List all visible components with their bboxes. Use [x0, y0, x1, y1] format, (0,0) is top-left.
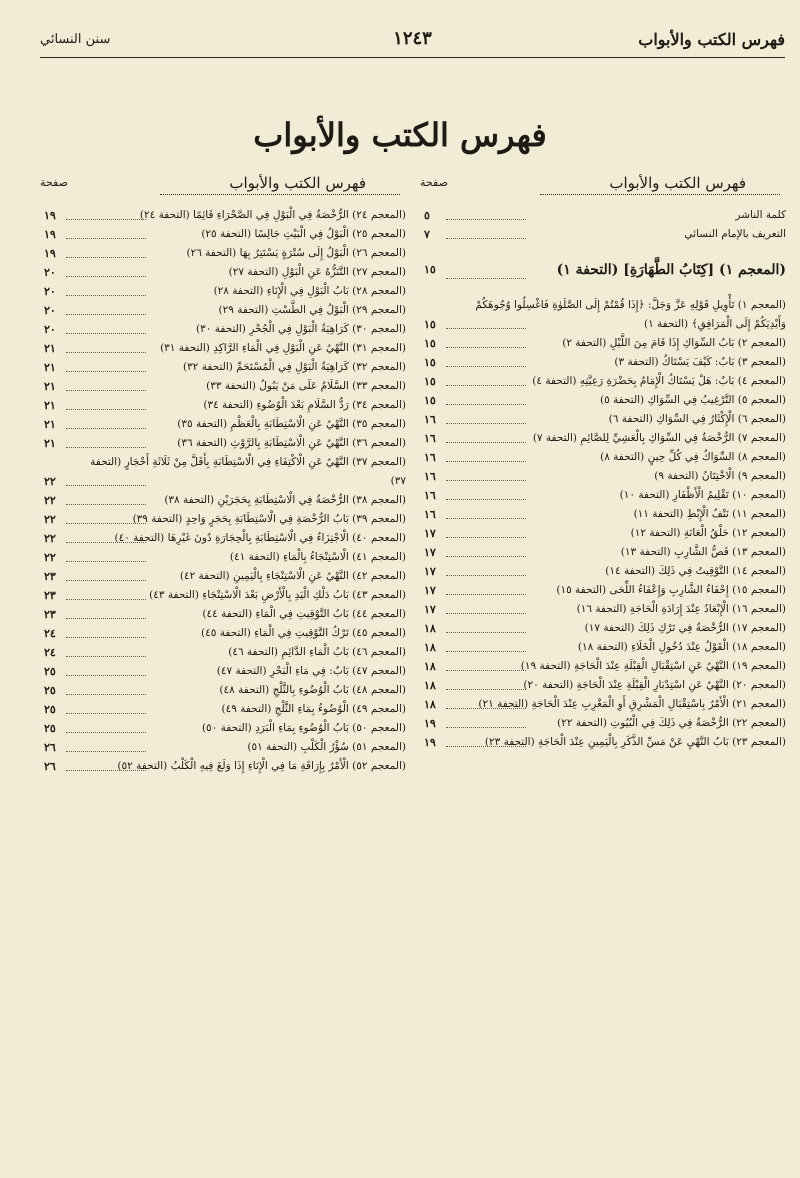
entry-page-number: ١٨ [424, 679, 436, 692]
leader-dots [446, 727, 526, 728]
entry-page-number: ٢٥ [44, 703, 56, 716]
leader-dots [446, 404, 526, 405]
entry-page-number: ١٩ [424, 736, 436, 749]
running-header [40, 26, 785, 58]
chapter-entry [420, 486, 790, 505]
entry-title: (المعجم ٣٤) رَدُّ السَّلَامِ بَعْدَ الْوُضُوءِ (التحفة ٣٤) [203, 399, 406, 411]
entry-title: (المعجم ٢٩) الْبَوْلُ فِي الطَّسْتِ (التحفة ٢٩) [218, 304, 406, 316]
chapter-entry [40, 719, 410, 738]
leader-dots [66, 675, 146, 676]
chapter-entry [420, 391, 790, 410]
entry-title: (المعجم ٣٢) كَرَاهِيَةُ الْبَوْلِ فِي الْمُسْتَحَمِّ (التحفة ٣٢) [183, 361, 406, 373]
chapter-entry [40, 282, 410, 301]
page-title: فهرس الكتب والأبواب [253, 116, 547, 154]
chapter-entry [40, 491, 410, 510]
entry-page-number: ١٨ [424, 698, 436, 711]
leader-dots [446, 366, 526, 367]
leader-dots [446, 537, 526, 538]
chapter-entry [420, 524, 790, 543]
chapter-entry [40, 453, 410, 491]
entry-page-number: ٢٢ [44, 513, 56, 526]
entry-title: (المعجم ٢٢) الرُّخْصَةُ فِي ذَلِكَ فِي الْبُيُوتِ (التحفة ٢٢) [557, 717, 786, 729]
entry-page-number: ٢٦ [44, 741, 56, 754]
leader-dots [66, 314, 146, 315]
leader-dots [66, 276, 146, 277]
chapter-entry [420, 353, 790, 372]
chapter-entry [420, 410, 790, 429]
leader-dots [446, 651, 526, 652]
leader-dots [66, 523, 146, 524]
entry-title: (المعجم ٤٣) بَابُ دَلْكِ الْيَدِ بِالْأَرْضِ بَعْدَ الْاسْتِنْجَاءِ (التحفة ٤٣) [149, 589, 406, 601]
entry-page-number: ١٦ [424, 489, 436, 502]
entry-page-number: ٢١ [44, 437, 56, 450]
page-number: ١٢٤٣ [393, 28, 432, 49]
leader-dots [446, 480, 526, 481]
chapter-entry [40, 415, 410, 434]
entry-title: (المعجم ٣٨) الرُّخْصَةُ فِي الْاسْتِطَابَةِ بِحَجَرَيْنِ (التحفة ٣٨) [164, 494, 406, 506]
entry-title: (المعجم ٣٩) بَابُ الرُّخْصَةِ فِي الْاسْتِطَابَةِ بِحَجَرٍ وَاحِدٍ (التحفة ٣٩) [132, 513, 406, 525]
chapter-entry [40, 586, 410, 605]
leader-dots [446, 238, 526, 239]
entry-page-number: ٢١ [44, 342, 56, 355]
entry-title: (المعجم ٤) بَابٌ: هَلْ يَسْتَاكُ الْإِمَامُ بِحَضْرَةِ رَعِيَّتِهِ (التحفة ٤) [532, 375, 786, 387]
leader-dots [66, 656, 146, 657]
chapter-entry [40, 605, 410, 624]
chapter-entry [420, 581, 790, 600]
chapter-entry [40, 358, 410, 377]
entry-title: (المعجم ٢١) الْأَمْرُ بِاسْتِقْبَالِ الْمَشْرِقِ أَوِ الْمَغْرِبِ عِنْدَ الْحَاجَةِ (التحفة ٢١) [478, 698, 786, 710]
heading-rule [160, 194, 400, 195]
chapter-entry [40, 320, 410, 339]
chapter-entry [40, 662, 410, 681]
entry-page-number: ٢٠ [44, 266, 56, 279]
entry-title: (المعجم ٤٢) النَّهْيُ عَنِ الْاسْتِنْجَاءِ بِالْيَمِينِ (التحفة ٤٢) [179, 570, 406, 582]
entry-page-number: ٢٠ [44, 304, 56, 317]
entry-page-number: ١٨ [424, 660, 436, 673]
chapter-entry [420, 714, 790, 733]
entry-title: (المعجم ٢) بَابُ السِّوَاكِ إِذَا قَامَ مِنَ اللَّيْلِ (التحفة ٢) [562, 337, 786, 349]
chapter-entry [420, 372, 790, 391]
entry-title: (المعجم ١٢) حَلْقُ الْعَانَةِ (التحفة ١٢) [630, 527, 786, 539]
entry-title: (المعجم ٣٧) النَّهْيُ عَنِ الْاكْتِفَاءِ فِي الْاسْتِطَابَةِ بِأَقَلَّ مِنْ ثَلَاثَةِ أَحْجَارٍ (التحفة ٣٧) [90, 456, 406, 487]
leader-dots [66, 599, 146, 600]
leader-dots [446, 575, 526, 576]
entry-page-number: ٢٥ [44, 665, 56, 678]
entry-page-number: ١٥ [424, 394, 436, 407]
entry-title: (المعجم ١٤) التَّوْقِيتُ فِي ذَلِكَ (التحفة ١٤) [605, 565, 786, 577]
entry-title: (المعجم ٢٥) الْبَوْلُ فِي الْبَيْتِ جَالِسًا (التحفة ٢٥) [201, 228, 406, 240]
entry-title: (المعجم ٢٤) الرُّخْصَةُ فِي الْبَوْلِ فِي الصَّحْرَاءِ قَائِمًا (التحفة ٢٤) [139, 209, 406, 221]
column-heading-title: فهرس الكتب والأبواب [609, 174, 746, 192]
leader-dots [446, 278, 526, 279]
chapter-entry [420, 543, 790, 562]
leader-dots [66, 618, 146, 619]
entry-title: (المعجم ١٣) قَصُّ الشَّارِبِ (التحفة ١٣) [620, 546, 786, 558]
entry-title: (المعجم ٢٦) الْبَوْلُ إِلَى سُتْرَةٍ يَسْتَتِرُ بِهَا (التحفة ٢٦) [186, 247, 406, 259]
column-heading-title: فهرس الكتب والأبواب [229, 174, 366, 192]
chapter-entry [40, 738, 410, 757]
entry-title: (المعجم ٤٧) بَابٌ: فِي مَاءِ الْبَحْرِ (التحفة ٤٧) [216, 665, 406, 677]
leader-dots [66, 447, 146, 448]
entry-title: (المعجم ٤٠) الْاجْتِزَاءُ فِي الْاسْتِطَابَةِ بِالْحِجَارَةِ دُونَ غَيْرِهَا (التحفة ٤٠) [114, 532, 406, 544]
entry-title: (المعجم ٣) بَابٌ: كَيْفَ يَسْتَاكُ (التحفة ٣) [614, 356, 786, 368]
leader-dots [446, 499, 526, 500]
entry-title: (المعجم ١) تَأْوِيلِ قَوْلِهِ عَزَّ وَجَلَّ: ﴿إِذَا قُمْتُمْ إِلَى الصَّلَوٰةِ فَاغْسِلُوا وُجُوهَكُمْ وَأَيْدِيَكُمْ إِلَى الْمَرَافِقِ﴾ (التحفة ١) [475, 299, 786, 330]
chapter-entry [40, 548, 410, 567]
leader-dots [66, 352, 146, 353]
entry-page-number: ٢٢ [44, 475, 56, 488]
entry-page-number: ١٥ [424, 337, 436, 350]
leader-dots [66, 561, 146, 562]
chapter-entry [40, 700, 410, 719]
entry-title: (المعجم ٣٠) كَرَاهِيَةُ الْبَوْلِ فِي الْجُحْرِ (التحفة ٣٠) [196, 323, 406, 335]
chapter-entry [420, 695, 790, 714]
entry-page-number: ١٨ [424, 641, 436, 654]
chapter-entry [420, 638, 790, 657]
entry-title: (المعجم ١٩) النَّهْيُ عَنِ اسْتِقْبَالِ الْقِبْلَةِ عِنْدَ الْحَاجَةِ (التحفة ١٩) [520, 660, 786, 672]
header-book-title: سنن النسائي [40, 32, 111, 47]
entry-title: (المعجم ١) [كِتَابُ الطَّهَارَةِ] (التحفة ١) [556, 262, 786, 278]
entry-title: (المعجم ٥١) سُؤْرُ الْكَلْبِ (التحفة ٥١) [247, 741, 406, 753]
chapter-entry [420, 676, 790, 695]
leader-dots [446, 385, 526, 386]
leader-dots [446, 423, 526, 424]
entry-title: (المعجم ٤٦) بَابُ الْمَاءِ الدَّائِمِ (التحفة ٤٦) [228, 646, 406, 658]
entry-page-number: ٢٣ [44, 608, 56, 621]
leader-dots [66, 637, 146, 638]
entry-title: (المعجم ١٥) إِحْفَاءُ الشَّارِبِ وَإِعْفَاءُ اللِّحَى (التحفة ١٥) [556, 584, 786, 596]
entry-page-number: ١٥ [424, 318, 436, 331]
leader-dots [66, 295, 146, 296]
entry-title: التعريف بالإمام النسائي [684, 228, 786, 240]
leader-dots [66, 713, 146, 714]
entry-page-number: ٧ [424, 228, 430, 241]
chapter-entry [40, 301, 410, 320]
column-heading [40, 172, 410, 206]
chapter-entry [420, 657, 790, 676]
chapter-entry [40, 510, 410, 529]
entry-title: (المعجم ١٧) الرُّخْصَةُ فِي تَرْكِ ذَلِكَ (التحفة ١٧) [584, 622, 786, 634]
entry-page-number: ١٦ [424, 451, 436, 464]
chapter-entry [420, 619, 790, 638]
entry-title: (المعجم ١١) نَتْفُ الْإِبْطِ (التحفة ١١) [633, 508, 786, 520]
leader-dots [66, 390, 146, 391]
entry-page-number: ٢٦ [44, 760, 56, 773]
entry-page-number: ١٨ [424, 622, 436, 635]
entry-title: (المعجم ٢٨) بَابُ الْبَوْلِ فِي الْإِنَاءِ (التحفة ٢٨) [213, 285, 406, 297]
entry-page-number: ١٥ [424, 263, 436, 276]
chapter-entry [40, 757, 410, 776]
leader-dots [66, 371, 146, 372]
chapter-entry [420, 225, 790, 244]
leader-dots [446, 689, 526, 690]
book-entry [420, 256, 790, 284]
leader-dots [66, 542, 146, 543]
chapter-entry [40, 244, 410, 263]
chapter-entry [420, 562, 790, 581]
entry-page-number: ١٧ [424, 603, 436, 616]
entry-page-number: ٢٠ [44, 285, 56, 298]
leader-dots [446, 594, 526, 595]
leader-dots [446, 632, 526, 633]
chapter-entry [40, 624, 410, 643]
entry-page-number: ٢٥ [44, 722, 56, 735]
chapter-entry [40, 377, 410, 396]
entry-title: (المعجم ٨) السِّوَاكُ فِي كُلِّ حِينٍ (التحفة ٨) [600, 451, 786, 463]
entry-title: (المعجم ٤٨) بَابُ الْوُضُوءِ بِالثَّلْجِ (التحفة ٤٨) [219, 684, 406, 696]
chapter-entry [420, 206, 790, 225]
entry-page-number: ٢١ [44, 380, 56, 393]
leader-dots [66, 694, 146, 695]
entry-page-number: ٢٢ [44, 551, 56, 564]
entry-page-number: ٢٣ [44, 589, 56, 602]
entry-title: (المعجم ١٦) الْإِبْعَادُ عِنْدَ إِرَادَةِ الْحَاجَةِ (التحفة ١٦) [576, 603, 786, 615]
entry-page-number: ٢٢ [44, 494, 56, 507]
chapter-entry [420, 448, 790, 467]
entry-title: (المعجم ٤٩) الْوُضُوءُ بِمَاءِ الثَّلْجِ (التحفة ٤٩) [221, 703, 406, 715]
leader-dots [66, 504, 146, 505]
chapter-entry [40, 206, 410, 225]
chapter-entry [420, 334, 790, 353]
entry-page-number: ٥ [424, 209, 430, 222]
chapter-entry [40, 263, 410, 282]
chapter-entry [40, 339, 410, 358]
entry-title: (المعجم ٥٢) الْأَمْرُ بِإِرَاقَةِ مَا فِي الْإِنَاءِ إِذَا وَلَغَ فِيهِ الْكَلْبُ (التحفة ٥٢) [117, 760, 406, 772]
column-heading [420, 172, 790, 206]
entry-page-number: ٢٣ [44, 570, 56, 583]
entry-page-number: ١٥ [424, 356, 436, 369]
right-entry-list [420, 206, 790, 752]
entry-page-number: ١٩ [44, 247, 56, 260]
entry-title: (المعجم ٥) التَّرْغِيبُ فِي السِّوَاكِ (التحفة ٥) [599, 394, 786, 406]
chapter-entry [420, 505, 790, 524]
right-column [420, 172, 790, 752]
entry-page-number: ١٥ [424, 375, 436, 388]
chapter-entry [420, 600, 790, 619]
leader-dots [66, 219, 146, 220]
heading-rule [540, 194, 780, 195]
entry-title: (المعجم ٦) الْإِكْثَارُ فِي السِّوَاكِ (التحفة ٦) [608, 413, 786, 425]
leader-dots [446, 670, 526, 671]
entry-title: (المعجم ٩) الْاخْتِتَانُ (التحفة ٩) [654, 470, 786, 482]
leader-dots [446, 442, 526, 443]
entry-title: (المعجم ٢٣) بَابُ النَّهْيِ عَنْ مَسِّ الذَّكَرِ بِالْيَمِينِ عِنْدَ الْحَاجَةِ (التحفة ٢٣) [484, 736, 786, 748]
entry-title: (المعجم ٣١) النَّهْيُ عَنِ الْبَوْلِ فِي الْمَاءِ الرَّاكِدِ (التحفة ٣١) [160, 342, 406, 354]
entry-page-number: ٢١ [44, 361, 56, 374]
leader-dots [66, 485, 146, 486]
leader-dots [446, 556, 526, 557]
leader-dots [66, 428, 146, 429]
entry-title: (المعجم ٣٣) السَّلَامُ عَلَى مَنْ يَبُولُ (التحفة ٣٣) [206, 380, 406, 392]
chapter-entry [420, 733, 790, 752]
entry-page-number: ١٩ [44, 228, 56, 241]
entry-title: (المعجم ١٠) تَقْلِيمُ الْأَظْفَارِ (التحفة ١٠) [619, 489, 786, 501]
leader-dots [446, 746, 526, 747]
leader-dots [446, 518, 526, 519]
entry-title: (المعجم ٤٤) بَابُ التَّوْقِيتِ فِي الْمَاءِ (التحفة ٤٤) [202, 608, 406, 620]
chapter-entry [420, 429, 790, 448]
leader-dots [66, 732, 146, 733]
entry-page-number: ١٧ [424, 584, 436, 597]
section-gap [420, 284, 790, 296]
chapter-entry [420, 467, 790, 486]
leader-dots [446, 613, 526, 614]
leader-dots [446, 347, 526, 348]
chapter-entry [40, 396, 410, 415]
chapter-entry [40, 643, 410, 662]
leader-dots [66, 333, 146, 334]
entry-title: (المعجم ٤١) الْاسْتِنْجَاءُ بِالْمَاءِ (التحفة ٤١) [229, 551, 406, 563]
entry-page-number: ١٧ [424, 527, 436, 540]
leader-dots [66, 409, 146, 410]
section-gap [420, 244, 790, 256]
chapter-entry [420, 296, 790, 334]
leader-dots [66, 580, 146, 581]
chapter-entry [40, 225, 410, 244]
entry-page-number: ١٩ [424, 717, 436, 730]
column-page-label: صفحة [420, 176, 448, 189]
entry-page-number: ٢١ [44, 418, 56, 431]
leader-dots [446, 219, 526, 220]
entry-page-number: ١٦ [424, 508, 436, 521]
left-column [40, 172, 410, 776]
leader-dots [66, 770, 146, 771]
entry-page-number: ١٧ [424, 565, 436, 578]
entry-page-number: ٢٢ [44, 532, 56, 545]
entry-page-number: ٢٤ [44, 627, 56, 640]
entry-title: (المعجم ١٨) الْقَوْلُ عِنْدَ دُخُولِ الْخَلَاءِ (التحفة ١٨) [577, 641, 786, 653]
leader-dots [446, 708, 526, 709]
column-page-label: صفحة [40, 176, 68, 189]
chapter-entry [40, 529, 410, 548]
entry-page-number: ٢١ [44, 399, 56, 412]
entry-page-number: ١٦ [424, 432, 436, 445]
entry-title: كلمة الناشر [735, 209, 786, 221]
entry-title: (المعجم ٢٧) التَّنَزُّهُ عَنِ الْبَوْلِ (التحفة ٢٧) [228, 266, 406, 278]
leader-dots [66, 751, 146, 752]
entry-title: (المعجم ٣٦) النَّهْيُ عَنِ الْاسْتِطَابَةِ بِالرَّوْثِ (التحفة ٣٦) [177, 437, 406, 449]
entry-page-number: ١٧ [424, 546, 436, 559]
entry-page-number: ١٦ [424, 413, 436, 426]
left-entry-list [40, 206, 410, 776]
entry-page-number: ٢٠ [44, 323, 56, 336]
entry-title: (المعجم ٤٥) تَرْكُ التَّوْقِيتِ فِي الْمَاءِ (التحفة ٤٥) [200, 627, 406, 639]
entry-title: (المعجم ٢٠) النَّهْيُ عَنِ اسْتِدْبَارِ الْقِبْلَةِ عِنْدَ الْحَاجَةِ (التحفة ٢٠) [523, 679, 786, 691]
entry-page-number: ٢٤ [44, 646, 56, 659]
entry-page-number: ١٩ [44, 209, 56, 222]
entry-title: (المعجم ٧) الرُّخْصَةُ فِي السِّوَاكِ بِالْعَشِيِّ لِلصَّائِمِ (التحفة ٧) [532, 432, 786, 444]
entry-page-number: ٢٥ [44, 684, 56, 697]
leader-dots [66, 238, 146, 239]
header-section-title: فهرس الكتب والأبواب [638, 30, 785, 49]
chapter-entry [40, 681, 410, 700]
entry-page-number: ١٦ [424, 470, 436, 483]
leader-dots [66, 257, 146, 258]
chapter-entry [40, 434, 410, 453]
chapter-entry [40, 567, 410, 586]
entry-title: (المعجم ٥٠) بَابُ الْوُضُوءِ بِمَاءِ الْبَرَدِ (التحفة ٥٠) [201, 722, 406, 734]
leader-dots [446, 461, 526, 462]
leader-dots [446, 328, 526, 329]
entry-title: (المعجم ٣٥) النَّهْيُ عَنِ الْاسْتِطَابَةِ بِالْعَظْمِ (التحفة ٣٥) [177, 418, 406, 430]
